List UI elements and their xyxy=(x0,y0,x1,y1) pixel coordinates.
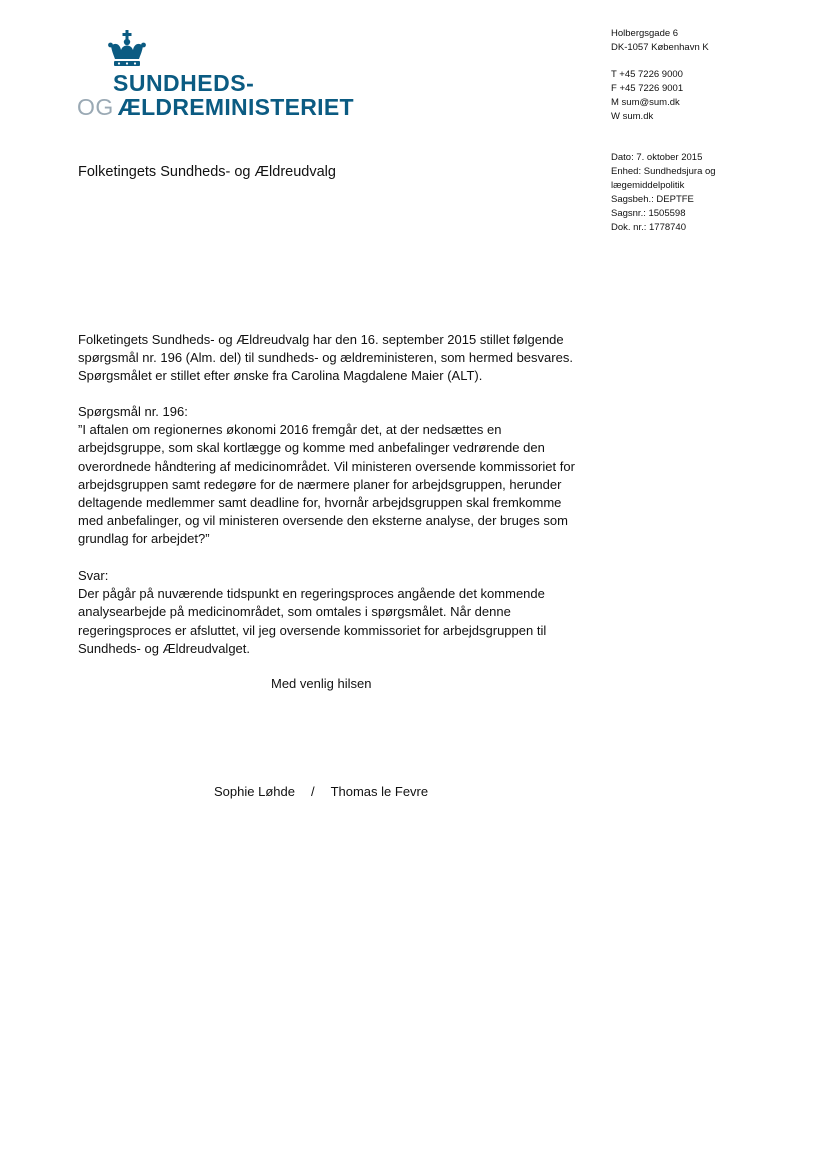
meta-document-number: Dok. nr.: 1778740 xyxy=(611,222,686,233)
address-street: Holbergsgade 6 xyxy=(611,28,679,39)
contact-fax: F +45 7226 9001 xyxy=(611,83,684,94)
contact-block xyxy=(611,68,683,124)
intro-text: Folketingets Sundheds- og Ældreudvalg har den 16. september 2015 stillet følgende spørgsmål nr. 196 (Alm. del) til sundheds- og ældreministeren, som hermed besvares. Spørgsmålet er stillet efter ønske fra Carolina Magdalene Maier (ALT). xyxy=(78,332,573,384)
meta-handler: Sagsbeh.: DEPTFE xyxy=(611,194,694,205)
contact-web: W sum.dk xyxy=(611,111,654,122)
logo-ministry: ÆLDREMINISTERIET xyxy=(117,94,354,120)
meta-block xyxy=(611,151,716,235)
question-heading: Spørgsmål nr. 196: xyxy=(78,404,188,419)
contact-phone: T +45 7226 9000 xyxy=(611,69,683,80)
meta-case-number: Sagsnr.: 1505598 xyxy=(611,208,686,219)
answer-section xyxy=(78,567,578,658)
logo-prefix: OG xyxy=(77,94,114,120)
intro-paragraph xyxy=(78,331,578,386)
logo-text-line1: SUNDHEDS- xyxy=(113,70,255,96)
question-section xyxy=(78,403,578,549)
crown-icon xyxy=(107,30,147,68)
recipient: Folketingets Sundheds- og Ældreudvalg xyxy=(78,164,336,180)
closing-greeting: Med venlig hilsen xyxy=(271,676,372,691)
meta-date: Dato: 7. oktober 2015 xyxy=(611,152,703,163)
answer-text: Der pågår på nuværende tidspunkt en regeringsproces angående det kommende analysearbejde på medicinområdet, som omtales i spørgsmålet. Når denne regeringsproces er afsluttet, vil jeg oversende kommissoriet for arbejdsgruppen til Sundheds- og Ældreudvalget. xyxy=(78,586,547,656)
signature-first: Sophie Løhde xyxy=(214,784,295,799)
address-block xyxy=(611,27,709,55)
question-text: ”I aftalen om regionernes økonomi 2016 fremgår det, at der nedsættes en arbejdsgruppe, som skal kortlægge og komme med anbefalinger vedrørende den overordnede håndtering af medicinområdet. Vil ministeren oversende kommissoriet for arbejdsgruppen samt redegøre for de nærmere planer for arbejdsgruppen, herunder deltagende medlemmer samt deadline for, hvornår arbejdsgruppen skal fremkomme med anbefalinger, og vil ministeren oversende den eksterne analyse, der bruges som grundlag for arbejdet?” xyxy=(78,422,575,547)
meta-unit-cont: lægemiddelpolitik xyxy=(611,180,685,191)
answer-heading: Svar: xyxy=(78,568,109,583)
signature-separator: / xyxy=(310,784,315,799)
logo-text-line2 xyxy=(77,95,354,123)
address-city: DK-1057 København K xyxy=(611,42,709,53)
contact-email: M sum@sum.dk xyxy=(611,97,680,108)
signature-line xyxy=(214,784,428,799)
meta-unit: Enhed: Sundhedsjura og xyxy=(611,166,716,177)
signature-second: Thomas le Fevre xyxy=(330,784,429,799)
